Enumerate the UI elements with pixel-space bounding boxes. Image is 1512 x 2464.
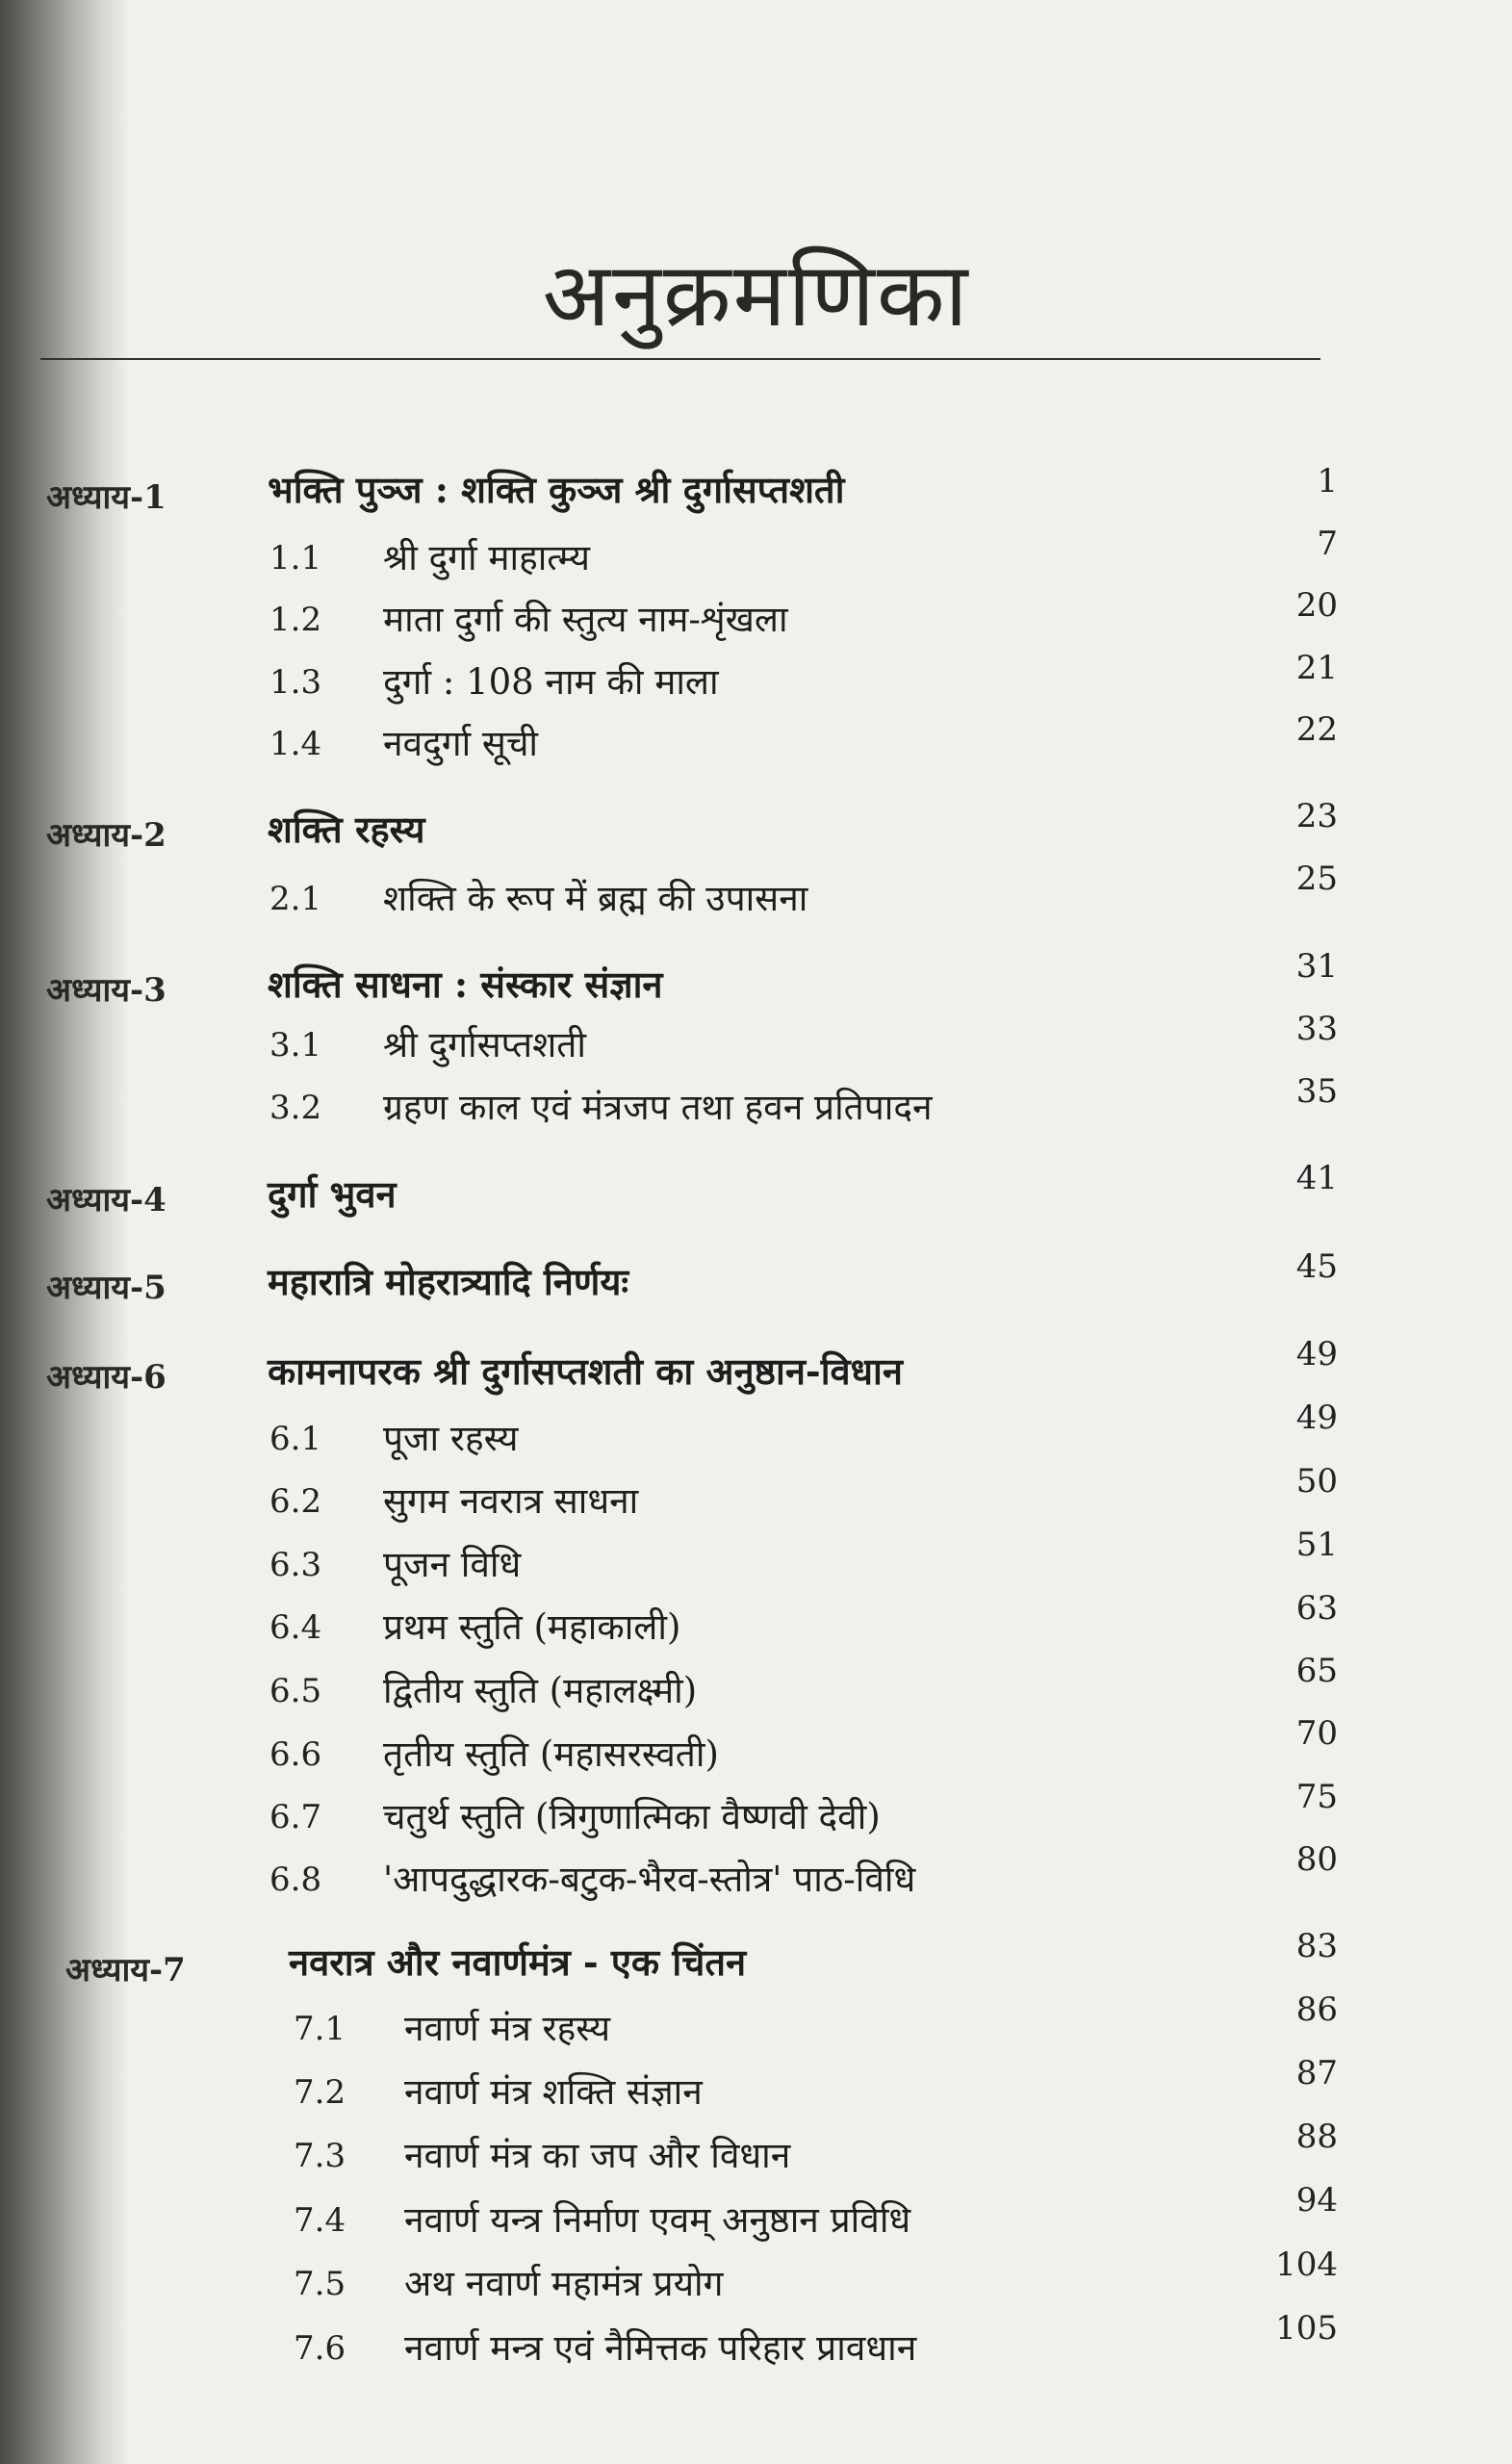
- subsection-number: 2.1: [269, 880, 322, 918]
- subsection-page: 33: [1295, 1010, 1338, 1048]
- subsection-page: 94: [1295, 2181, 1338, 2220]
- subsection-page: 87: [1295, 2054, 1338, 2092]
- subsection-page: 80: [1295, 1840, 1338, 1879]
- subsection-title: श्री दुर्गा माहात्म्य: [383, 537, 590, 578]
- chapter-title: दुर्गा भुवन: [268, 1172, 397, 1216]
- subsection-number: 6.7: [269, 1798, 322, 1836]
- chapter-title: महारात्रि मोहरात्र्यादि निर्णयः: [268, 1260, 629, 1303]
- subsection-title: 'आपदुद्धारक-बटुक-भैरव-स्तोत्र' पाठ-विधि: [383, 1859, 916, 1900]
- chapter-label: अध्याय-2: [46, 816, 167, 855]
- subsection-number: 3.2: [269, 1089, 322, 1127]
- subsection-title: नवार्ण मंत्र का जप और विधान: [404, 2135, 791, 2176]
- chapter-page: 83: [1295, 1927, 1338, 1965]
- subsection-title: शक्ति के रूप में ब्रह्म की उपासना: [383, 878, 808, 919]
- chapter-label: अध्याय-5: [46, 1269, 167, 1307]
- subsection-page: 88: [1295, 2118, 1338, 2156]
- subsection-page: 70: [1295, 1714, 1338, 1753]
- subsection-number: 1.3: [269, 663, 322, 702]
- chapter-page: 23: [1295, 797, 1338, 835]
- subsection-title: तृतीय स्तुति (महासरस्वती): [383, 1733, 719, 1775]
- subsection-title: नवार्ण मंत्र शक्ति संज्ञान: [404, 2071, 703, 2113]
- subsection-page: 7: [1317, 525, 1338, 563]
- subsection-number: 6.3: [269, 1546, 322, 1584]
- subsection-page: 63: [1295, 1589, 1338, 1628]
- subsection-number: 7.3: [294, 2137, 346, 2175]
- subsection-number: 1.4: [269, 725, 322, 763]
- subsection-page: 35: [1295, 1072, 1338, 1111]
- subsection-number: 7.4: [294, 2201, 346, 2240]
- chapter-title: कामनापरक श्री दुर्गासप्तशती का अनुष्ठान-विधान: [268, 1349, 903, 1393]
- chapter-page: 31: [1295, 947, 1338, 986]
- subsection-number: 6.8: [269, 1861, 322, 1899]
- subsection-title: दुर्गा : 108 नाम की माला: [383, 661, 719, 703]
- chapter-page: 49: [1295, 1335, 1338, 1373]
- chapter-label: अध्याय-4: [46, 1181, 167, 1219]
- subsection-title: द्वितीय स्तुति (महालक्ष्मी): [383, 1670, 698, 1711]
- subsection-title: ग्रहण काल एवं मंत्रजप तथा हवन प्रतिपादन: [383, 1087, 933, 1128]
- chapter-label: अध्याय-7: [65, 1951, 186, 1989]
- subsection-title: चतुर्थ स्तुति (त्रिगुणात्मिका वैष्णवी देवी): [383, 1796, 881, 1837]
- subsection-number: 3.1: [269, 1026, 322, 1065]
- subsection-page: 50: [1295, 1462, 1338, 1501]
- subsection-title: श्री दुर्गासप्तशती: [383, 1024, 586, 1065]
- subsection-title: नवार्ण यन्त्र निर्माण एवम् अनुष्ठान प्रविधि: [404, 2199, 911, 2241]
- subsection-number: 7.5: [294, 2265, 346, 2303]
- chapter-label: अध्याय-1: [46, 478, 167, 517]
- subsection-number: 7.1: [294, 2010, 346, 2048]
- chapter-label: अध्याय-3: [46, 971, 167, 1010]
- subsection-page: 22: [1295, 710, 1338, 749]
- chapter-page: 45: [1295, 1247, 1338, 1286]
- subsection-title: सुगम नवरात्र साधना: [383, 1480, 639, 1522]
- chapter-page: 1: [1317, 462, 1338, 500]
- subsection-title: पूजन विधि: [383, 1544, 522, 1585]
- subsection-number: 7.2: [294, 2073, 346, 2112]
- subsection-page: 75: [1295, 1778, 1338, 1816]
- subsection-page: 20: [1295, 586, 1338, 625]
- chapter-title: शक्ति रहस्य: [268, 808, 425, 851]
- subsection-page: 86: [1295, 1990, 1338, 2029]
- subsection-title: अथ नवार्ण महामंत्र प्रयोग: [404, 2263, 724, 2304]
- chapter-title: नवरात्र और नवार्णमंत्र - एक चिंतन: [289, 1940, 747, 1984]
- subsection-number: 6.4: [269, 1608, 322, 1647]
- title-rule: [40, 358, 1320, 360]
- subsection-number: 1.1: [269, 539, 322, 578]
- subsection-number: 6.6: [269, 1735, 322, 1774]
- subsection-page: 104: [1275, 2246, 1338, 2284]
- subsection-number: 1.2: [269, 601, 322, 639]
- chapter-page: 41: [1295, 1159, 1338, 1197]
- subsection-title: माता दुर्गा की स्तुत्य नाम-शृंखला: [383, 599, 788, 640]
- chapter-title: भक्ति पुञ्ज : शक्ति कुञ्ज श्री दुर्गासप्तशती: [268, 468, 845, 511]
- chapter-title: शक्ति साधना : संस्कार संज्ञान: [268, 962, 663, 1006]
- subsection-page: 105: [1275, 2309, 1338, 2348]
- subsection-page: 51: [1295, 1526, 1338, 1564]
- subsection-page: 21: [1295, 649, 1338, 687]
- chapter-label: अध्याय-6: [46, 1358, 167, 1397]
- subsection-title: पूजा रहस्य: [383, 1418, 519, 1459]
- subsection-title: नवार्ण मन्त्र एवं नैमित्तक परिहार प्रावधान: [404, 2327, 917, 2369]
- subsection-title: नवदुर्गा सूची: [383, 723, 539, 764]
- subsection-page: 49: [1295, 1399, 1338, 1437]
- subsection-number: 7.6: [294, 2329, 346, 2368]
- subsection-number: 6.5: [269, 1672, 322, 1710]
- subsection-number: 6.2: [269, 1482, 322, 1521]
- page-title: अनुक्रमणिका: [542, 244, 970, 346]
- binding-gutter-shadow: [0, 0, 130, 2464]
- subsection-page: 25: [1295, 860, 1338, 898]
- subsection-page: 65: [1295, 1652, 1338, 1690]
- subsection-number: 6.1: [269, 1420, 322, 1458]
- subsection-title: नवार्ण मंत्र रहस्य: [404, 2008, 611, 2049]
- subsection-title: प्रथम स्तुति (महाकाली): [383, 1606, 681, 1648]
